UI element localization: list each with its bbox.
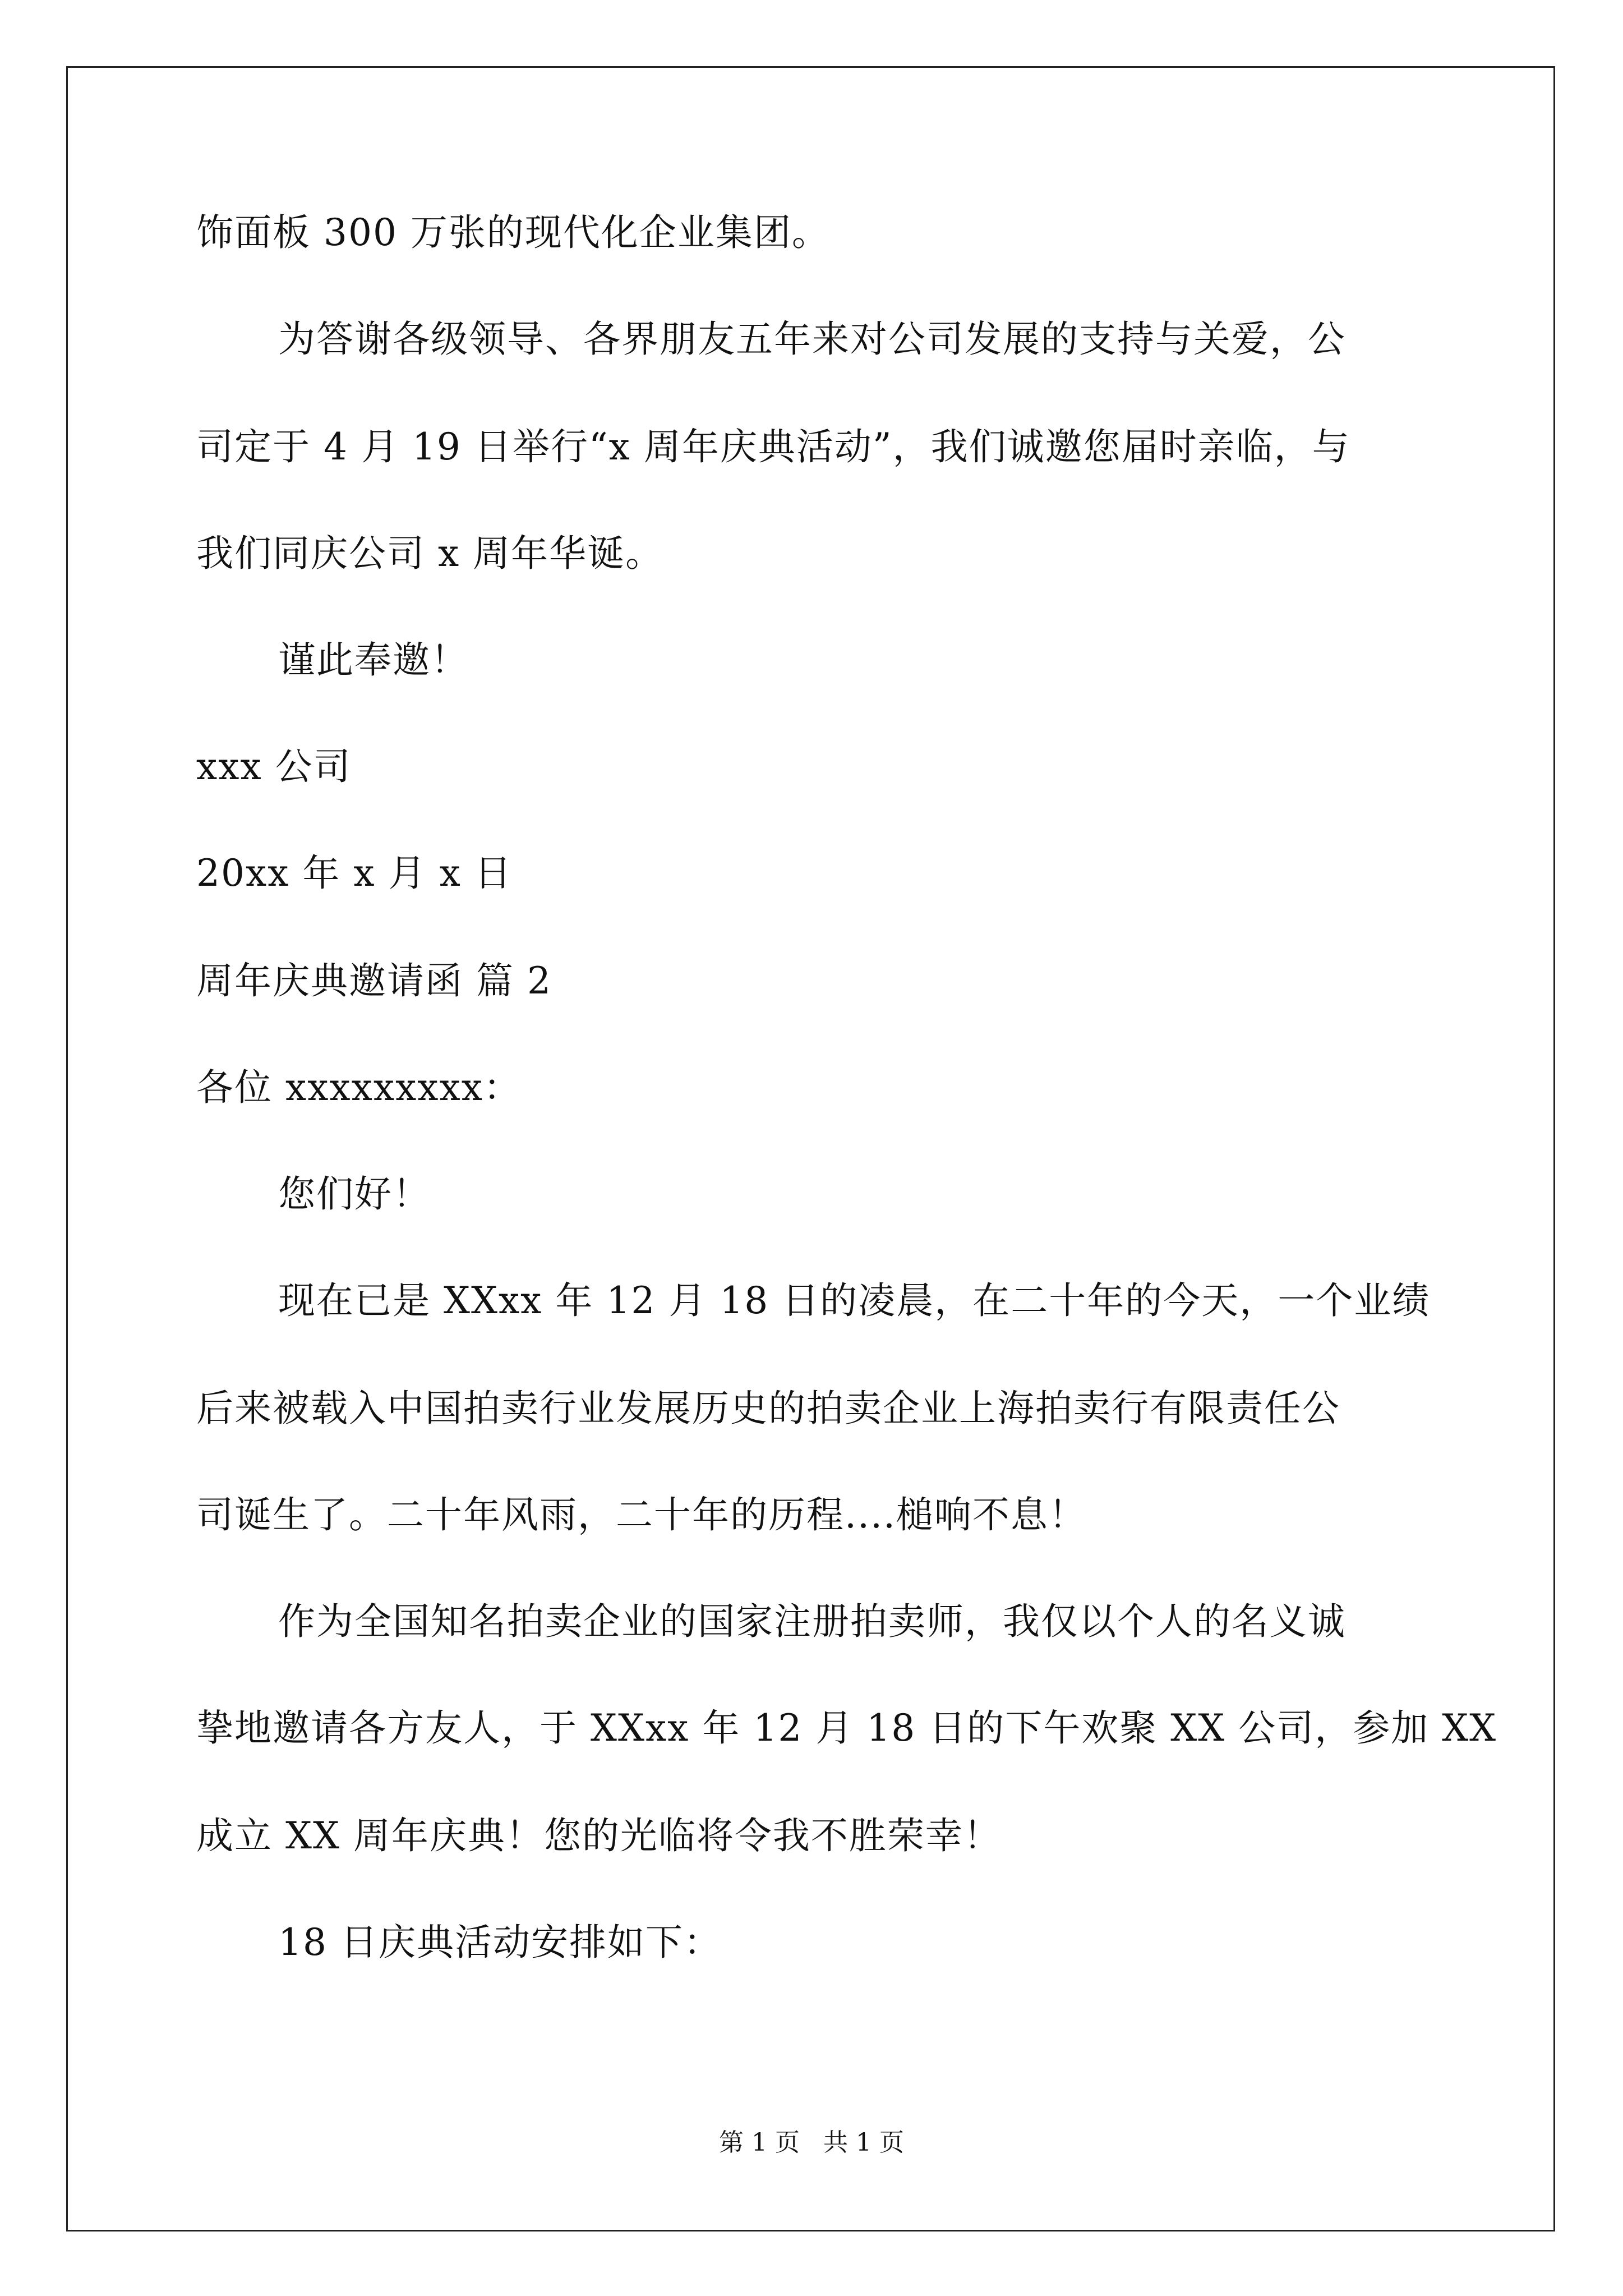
paragraph-line: 作为全国知名拍卖企业的国家注册拍卖师，我仅以个人的名义诚 bbox=[278, 1600, 1346, 1643]
paragraph-line: 现在已是 XXxx 年 12 月 18 日的凌晨，在二十年的今天，一个业绩 bbox=[278, 1279, 1431, 1322]
signature-company: xxx 公司 bbox=[196, 745, 352, 788]
text-line: 我们同庆公司 x 周年华诞。 bbox=[196, 532, 664, 575]
section-heading: 周年庆典邀请函 篇 2 bbox=[196, 959, 552, 1002]
text-line: 饰面板 300 万张的现代化企业集团。 bbox=[196, 211, 830, 254]
salutation: 各位 xxxxxxxxx： bbox=[196, 1066, 522, 1109]
text-line: 后来被载入中国拍卖行业发展历史的拍卖企业上海拍卖行有限责任公 bbox=[196, 1387, 1340, 1430]
page-footer: 第 1 页 共 1 页 bbox=[719, 2128, 904, 2157]
text-line: 司诞生了。二十年风雨，二十年的历程....槌响不息！ bbox=[196, 1493, 1087, 1536]
text-line: 挚地邀请各方友人，于 XXxx 年 12 月 18 日的下午欢聚 XX 公司，参加 XX bbox=[196, 1706, 1497, 1750]
page-border bbox=[66, 66, 1555, 2231]
paragraph-line: 为答谢各级领导、各界朋友五年来对公司发展的支持与关爱，公 bbox=[278, 318, 1346, 361]
signature-date: 20xx 年 x 月 x 日 bbox=[196, 852, 513, 895]
text-line: 司定于 4 月 19 日举行“x 周年庆典活动”，我们诚邀您届时亲临，与 bbox=[196, 425, 1350, 468]
closing-line: 谨此奉邀！ bbox=[278, 638, 469, 682]
text-line: 成立 XX 周年庆典！您的光临将令我不胜荣幸！ bbox=[196, 1814, 1002, 1857]
greeting: 您们好！ bbox=[278, 1172, 431, 1216]
paragraph-line: 18 日庆典活动安排如下： bbox=[278, 1921, 722, 1964]
